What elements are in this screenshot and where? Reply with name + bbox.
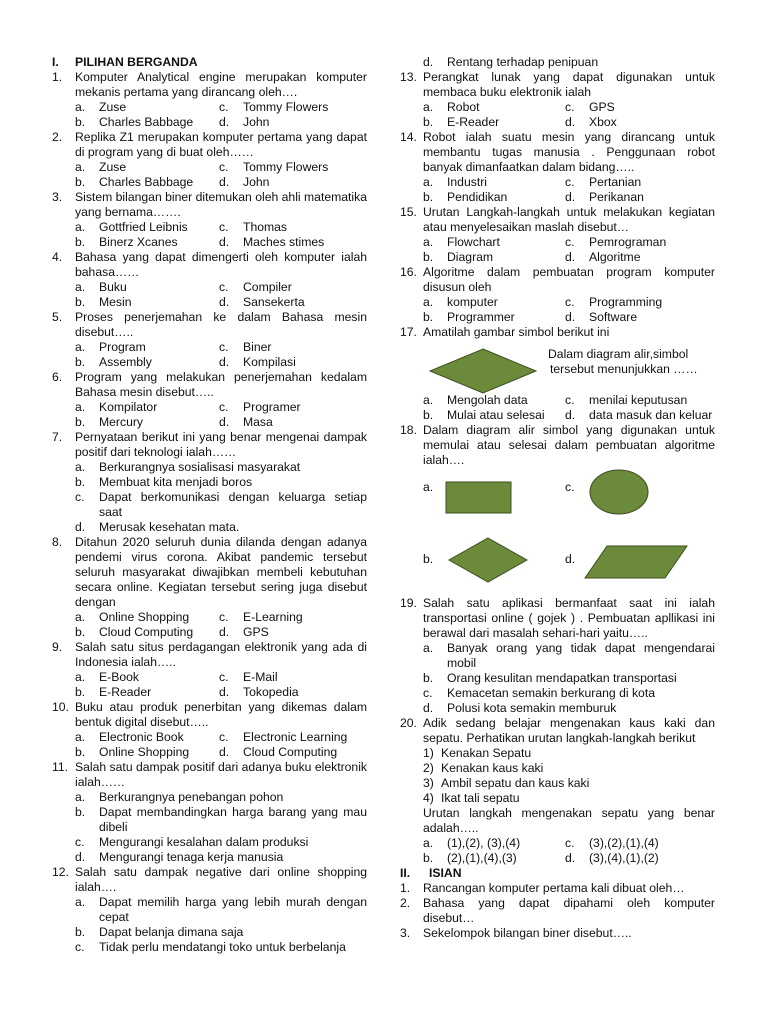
option[interactable]: b. Mercury: [75, 415, 144, 429]
option[interactable]: c. Thomas: [219, 220, 288, 234]
option[interactable]: d. Software: [565, 310, 638, 324]
options-grid: [52, 340, 367, 370]
option[interactable]: a. E-Book: [75, 670, 139, 684]
option[interactable]: a. Gottfried Leibnis: [75, 220, 188, 234]
option[interactable]: b. Mulai atau selesai: [423, 408, 545, 422]
parallelogram-symbol[interactable]: [583, 544, 689, 580]
option[interactable]: d. John: [219, 115, 270, 129]
question-3: 3. Sistem bilangan biner ditemukan oleh ahli matematika yang bernama…….: [52, 190, 367, 219]
question-12: 12. Salah satu dampak negative dari online shopping ialah….: [52, 865, 367, 894]
option-a-label[interactable]: a.: [423, 480, 434, 494]
q18-shapes: [400, 468, 715, 596]
option[interactable]: a. Zuse: [75, 160, 127, 174]
option[interactable]: a. (1),(2), (3),(4): [423, 836, 521, 850]
option[interactable]: b. Dapat belanja dimana saja: [75, 925, 244, 939]
option[interactable]: d. John: [219, 175, 270, 189]
option[interactable]: b. Pendidikan: [423, 190, 508, 204]
option[interactable]: d. Rentang terhadap penipuan: [423, 55, 599, 69]
question-4: 4. Bahasa yang dapat dimengerti oleh komputer ialah bahasa……: [52, 250, 367, 279]
option[interactable]: a. Buku: [75, 280, 127, 294]
option[interactable]: c. E-Learning: [219, 610, 303, 624]
question-11: 11. Salah satu dampak positif dari adanya buku elektronik ialah……: [52, 760, 368, 789]
option[interactable]: c. Tommy Flowers: [219, 160, 329, 174]
options-grid: [400, 175, 715, 205]
options-grid: [52, 610, 367, 640]
options-grid: [52, 280, 367, 310]
option[interactable]: b. Membuat kita menjadi boros: [75, 475, 253, 489]
option-b-label[interactable]: b.: [423, 552, 434, 566]
option[interactable]: b. Assembly: [75, 355, 152, 369]
oval-symbol[interactable]: [588, 468, 650, 516]
option[interactable]: d. Kompilasi: [219, 355, 296, 369]
option[interactable]: d. Cloud Computing: [219, 745, 338, 759]
option[interactable]: a. Zuse: [75, 100, 127, 114]
question-10: 10. Buku atau produk penerbitan yang dikemas dalam bentuk digital disebut…..: [52, 700, 367, 729]
option[interactable]: d. Merusak kesehatan mata.: [75, 520, 240, 534]
option[interactable]: d. Xbox: [565, 115, 617, 129]
option[interactable]: b. Dapat membandingkan harga barang yang mau dibeli: [75, 805, 367, 834]
options-grid: [400, 295, 715, 325]
option[interactable]: a. Kompilator: [75, 400, 158, 414]
section-heading: I. PILIHAN BERGANDA: [52, 55, 198, 69]
question-18: 18. Dalam diagram alir simbol yang digunakan untuk memulai atau selesai dalam pembuatan algoritme ialah….: [400, 423, 715, 467]
list-item: 1) Kenakan Sepatu: [423, 746, 532, 760]
option[interactable]: b. Online Shopping: [75, 745, 190, 759]
option[interactable]: a. Robot: [423, 100, 480, 114]
q20-subquestion: Urutan langkah mengenakan sepatu yang benar adalah…..: [423, 806, 715, 835]
options-grid: [52, 220, 367, 250]
question-2: 2. Replika Z1 merupakan komputer pertama yang dapat di program yang di buat oleh……: [52, 130, 367, 159]
option[interactable]: a. Mengolah data: [423, 393, 528, 407]
options-grid: [400, 235, 715, 265]
option[interactable]: b. Diagram: [423, 250, 494, 264]
option[interactable]: c. GPS: [565, 100, 615, 114]
question-14: 14. Robot ialah suatu mesin yang dirancang untuk membantu tugas manusia . Penggunaan robot banyak dimanfaatkan dalam bidang…..: [400, 130, 715, 174]
diamond-symbol: [428, 347, 538, 395]
options-grid: [52, 730, 367, 760]
option[interactable]: d. Polusi kota semakin memburuk: [423, 701, 617, 715]
option[interactable]: c. Programer: [219, 400, 301, 414]
question-1: 1. Komputer Analytical engine merupakan komputer mekanis pertama yang dirancang oleh….: [52, 70, 367, 99]
option[interactable]: b. E-Reader: [75, 685, 152, 699]
option[interactable]: d. data masuk dan keluar: [565, 408, 713, 422]
option[interactable]: b. Cloud Computing: [75, 625, 194, 639]
options-grid: [52, 400, 367, 430]
option[interactable]: b. E-Reader: [423, 115, 500, 129]
question-7: 7. Pernyataan berikut ini yang benar mengenai dampak positif dari teknologi ialah……: [52, 430, 367, 459]
option[interactable]: a. Program: [75, 340, 146, 354]
option[interactable]: a. Flowchart: [423, 235, 500, 249]
option[interactable]: c. Mengurangi kesalahan dalam produksi: [75, 835, 309, 849]
question-15: 15. Urutan Langkah-langkah untuk melakukan kegiatan atau menyelesaikan maslah disebut…: [400, 205, 715, 234]
option[interactable]: b. Programmer: [423, 310, 515, 324]
option[interactable]: c. Programming: [565, 295, 663, 309]
option[interactable]: c. Electronic Learning: [219, 730, 348, 744]
option[interactable]: d. (3),(4),(1),(2): [565, 851, 659, 865]
option-d-label[interactable]: d.: [565, 552, 576, 566]
list-item: 2) Kenakan kaus kaki: [423, 761, 544, 775]
q17-caption-line1: Dalam diagram alir,simbol: [548, 347, 689, 361]
option[interactable]: c. Pemrograman: [565, 235, 667, 249]
left-column: [52, 55, 367, 955]
option[interactable]: a. Berkurangnya penebangan pohon: [75, 790, 284, 804]
option[interactable]: a. Electronic Book: [75, 730, 184, 744]
option[interactable]: c. (3),(2),(1),(4): [565, 836, 659, 850]
question-6: 6. Program yang melakukan penerjemahan kedalam Bahasa mesin disebut…..: [52, 370, 367, 399]
options-grid: [52, 100, 367, 130]
option[interactable]: a. Banyak orang yang tidak dapat mengendarai mobil: [423, 641, 715, 670]
options-grid: [52, 670, 367, 700]
option[interactable]: d. Algoritme: [565, 250, 641, 264]
option[interactable]: b. (2),(1),(4),(3): [423, 851, 517, 865]
options-grid: [52, 160, 367, 190]
question-19: 19. Salah satu aplikasi bermanfaat saat ini ialah transportasi online ( gojek ) . Pembuatan apllikasi ini berawal dari masalah sehari-hari yaitu…..: [400, 596, 715, 640]
q17-figure: [400, 345, 715, 405]
isian-1: 1. Rancangan komputer pertama kali dibuat oleh…: [400, 881, 685, 895]
question-20: 20. Adik sedang belajar mengenakan kaus kaki dan sepatu. Perhatikan urutan langkah-langkah berikut: [400, 716, 715, 745]
isian-3: 3. Sekelompok bilangan biner disebut…..: [400, 926, 632, 940]
option[interactable]: d. Masa: [219, 415, 273, 429]
option[interactable]: d. Sansekerta: [219, 295, 305, 309]
option[interactable]: c. Tidak perlu mendatangi toko untuk berbelanja: [75, 940, 346, 954]
options-grid: [400, 836, 715, 866]
question-5: 5. Proses penerjemahan ke dalam Bahasa mesin disebut…..: [52, 310, 367, 339]
option[interactable]: d. Perikanan: [565, 190, 644, 204]
option[interactable]: c. menilai keputusan: [565, 393, 688, 407]
question-8: 8. Ditahun 2020 seluruh dunia dilanda dengan adanya pendemi virus corona. Akibat pandemic tersebut seluruh masyarakat diwajibkan membeli kebutuhan secara online. Kegiatan tersebut sering juga disebut dengan: [52, 535, 367, 609]
option[interactable]: b. Charles Babbage: [75, 175, 194, 189]
option[interactable]: b. Mesin: [75, 295, 132, 309]
question-13: 13. Perangkat lunak yang dapat digunakan untuk membaca buku elektronik ialah: [400, 70, 715, 99]
option[interactable]: c. Kemacetan semakin berkurang di kota: [423, 686, 655, 700]
option[interactable]: d. Mengurangi tenaga kerja manusia: [75, 850, 284, 864]
option[interactable]: c. Compiler: [219, 280, 292, 294]
options-grid: [400, 100, 715, 130]
option[interactable]: a. Industri: [423, 175, 487, 189]
option[interactable]: b. Orang kesulitan mendapatkan transportasi: [423, 671, 677, 685]
list-item: 3) Ambil sepatu dan kaus kaki: [423, 776, 590, 790]
option[interactable]: c. E-Mail: [219, 670, 278, 684]
option[interactable]: c. Pertanian: [565, 175, 642, 189]
option[interactable]: a. Berkurangnya sosialisasi masyarakat: [75, 460, 301, 474]
question-9: 9. Salah satu situs perdagangan elektronik yang ada di Indonesia ialah…..: [52, 640, 367, 669]
question-17: 17. Amatilah gambar simbol berikut ini: [400, 325, 610, 339]
question-16: 16. Algoritme dalam pembuatan program komputer disusun oleh: [400, 265, 715, 294]
diamond-symbol[interactable]: [447, 536, 529, 584]
option[interactable]: c. Dapat berkomunikasi dengan keluarga setiap saat: [75, 490, 367, 519]
option-c-label[interactable]: c.: [565, 480, 575, 494]
rectangle-symbol[interactable]: [445, 481, 513, 515]
option[interactable]: b. Charles Babbage: [75, 115, 194, 129]
option[interactable]: b. Binerz Xcanes: [75, 235, 178, 249]
isian-2: 2. Bahasa yang dapat dipahami oleh komputer disebut…: [400, 896, 715, 925]
right-column: [400, 55, 715, 941]
section-heading: II. ISIAN: [400, 866, 462, 880]
option[interactable]: c. Tommy Flowers: [219, 100, 329, 114]
option[interactable]: d. GPS: [219, 625, 269, 639]
step-list: [400, 746, 715, 806]
option[interactable]: d. Tokopedia: [219, 685, 299, 699]
option[interactable]: c. Biner: [219, 340, 272, 354]
option[interactable]: d. Maches stimes: [219, 235, 325, 249]
q17-caption-line2: tersebut menunjukkan ……: [550, 362, 698, 376]
option[interactable]: a. Dapat memilih harga yang lebih murah dengan cepat: [75, 895, 367, 924]
option[interactable]: a. komputer: [423, 295, 498, 309]
option[interactable]: a. Online Shopping: [75, 610, 190, 624]
list-item: 4) Ikat tali sepatu: [423, 791, 520, 805]
